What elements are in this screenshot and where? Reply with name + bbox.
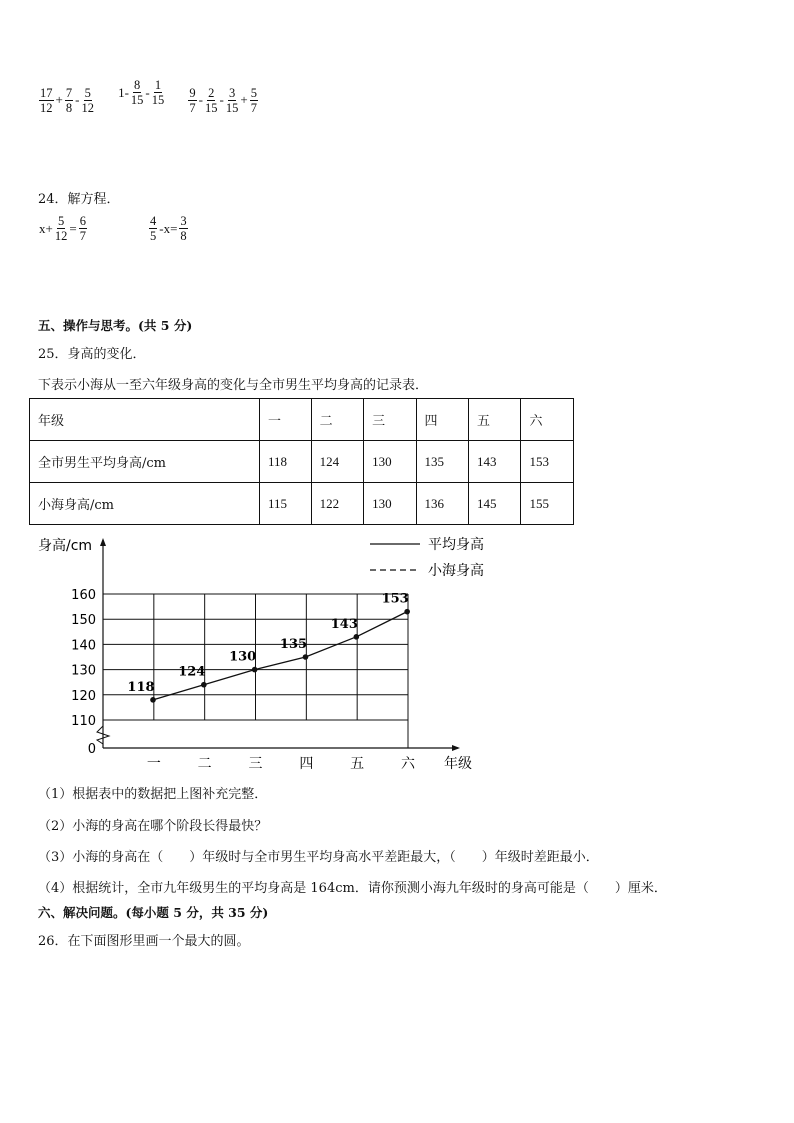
table-cell: 135 — [416, 441, 468, 483]
table-header-cell: 年级 — [30, 399, 260, 441]
table-header-cell: 五 — [469, 399, 521, 441]
table-header-cell: 三 — [364, 399, 416, 441]
table-row — [30, 483, 574, 525]
fraction: $\frac{5}{7}$ — [250, 85, 257, 115]
table-cell: 小海身高/cm — [30, 483, 260, 525]
data-point — [404, 609, 410, 615]
table-cell: 143 — [469, 441, 521, 483]
table-cell: 136 — [416, 483, 468, 525]
section-6-heading: 六、解决问题。(每小题 5 分，共 35 分) — [38, 905, 269, 920]
y-tick-label: 110 — [71, 714, 96, 729]
table-cell: 124 — [311, 441, 363, 483]
y-tick-label: 120 — [71, 688, 96, 704]
x-tick-label: 六 — [401, 756, 415, 772]
table-header-cell: 二 — [311, 399, 363, 441]
q25-title: 25．身高的变化． — [38, 347, 146, 362]
eq1-frac-1: $\frac{5}{12}$ — [54, 214, 68, 243]
fraction: $\frac{1}{15}$ — [151, 78, 165, 107]
data-label: 143 — [330, 616, 358, 632]
x-tick-label: 四 — [299, 756, 314, 772]
eq2-mid: -x= — [159, 220, 178, 236]
x-tick-label: 二 — [197, 756, 212, 772]
data-label: 130 — [229, 649, 257, 665]
x-tick-label: 三 — [248, 756, 263, 772]
legend-label: 小海身高 — [428, 563, 484, 579]
table-row — [30, 441, 574, 483]
data-point — [303, 654, 309, 660]
operator: + — [240, 92, 248, 107]
data-label: 124 — [178, 664, 206, 680]
q25-sub-2: （2）小海的身高在哪个阶段长得最快？ — [38, 819, 268, 834]
fraction: $\frac{7}{8}$ — [65, 85, 73, 115]
q24-equation-1 — [38, 214, 88, 243]
data-point — [201, 682, 207, 688]
table-cell: 130 — [364, 483, 416, 525]
x-axis-label: 年级 — [444, 756, 472, 772]
data-label: 135 — [279, 637, 308, 652]
table-cell: 115 — [260, 483, 312, 525]
x-tick-label: 一 — [146, 756, 161, 772]
q25-sub-1: （1）根据表中的数据把上图补充完整． — [38, 787, 268, 802]
fraction: $\frac{5}{12}$ — [81, 85, 94, 115]
y-tick-label: 0 — [87, 742, 96, 757]
table-header-cell: 四 — [416, 399, 468, 441]
eq2-frac-2: $\frac{3}{8}$ — [180, 214, 187, 243]
expression-1 — [38, 86, 95, 115]
operator: - — [198, 92, 203, 107]
y-tick-label: 130 — [71, 663, 96, 679]
data-label: 153 — [381, 591, 409, 607]
eq1-equals: = — [69, 220, 77, 236]
fraction: $\frac{9}{7}$ — [189, 85, 196, 115]
eq1-x: x+ — [39, 220, 53, 236]
expression-2 — [117, 78, 165, 107]
q24-equation-2 — [148, 214, 189, 243]
eq2-frac-1: $\frac{4}{5}$ — [150, 214, 157, 243]
operator: + — [55, 92, 63, 107]
fraction: $\frac{17}{12}$ — [40, 85, 53, 115]
table-cell: 130 — [364, 441, 416, 483]
record-table — [29, 398, 574, 525]
eq1-frac-2: $\frac{6}{7}$ — [79, 214, 86, 243]
y-tick-label: 140 — [71, 638, 96, 654]
x-tick-label: 五 — [350, 756, 365, 772]
table-header-cell: 一 — [260, 399, 312, 441]
section-5-heading: 五、操作与思考。(共 5 分) — [38, 318, 193, 333]
legend-label: 平均身高 — [428, 537, 484, 553]
q24-title: 24．解方程． — [38, 192, 120, 207]
table-cell: 145 — [469, 483, 521, 525]
fraction: $\frac{3}{15}$ — [225, 85, 239, 115]
y-axis-label: 身高/cm — [38, 538, 93, 554]
y-tick-label: 160 — [71, 588, 96, 603]
q25-sub-4: （4）根据统计，全市九年级男生的平均身高是 164cm．请你预测小海九年级时的身高可能是（ ）厘米． — [38, 881, 667, 896]
table-cell: 153 — [521, 441, 574, 483]
fraction: $\frac{2}{15}$ — [205, 85, 218, 115]
operator: - — [219, 92, 224, 107]
q26-text: 26．在下面图形里画一个最大的圆。 — [38, 934, 250, 949]
table-header-row — [30, 399, 574, 441]
height-line-chart — [0, 528, 560, 778]
operator: 1- — [118, 84, 129, 100]
expression-row — [38, 78, 259, 115]
data-point — [252, 667, 258, 673]
q25-intro: 下表示小海从一至六年级身高的变化与全市男生平均身高的记录表． — [38, 378, 429, 393]
data-label: 118 — [127, 679, 155, 695]
expression-3 — [187, 86, 259, 115]
y-tick-label: 150 — [71, 613, 96, 629]
fraction: $\frac{8}{15}$ — [130, 78, 144, 107]
y-axis-arrow — [100, 538, 106, 546]
series-line-average — [153, 612, 407, 700]
table-cell: 118 — [260, 441, 312, 483]
table-header-cell: 六 — [521, 399, 574, 441]
data-point — [354, 634, 360, 640]
x-axis-arrow — [452, 745, 460, 751]
operator: - — [75, 92, 80, 107]
table-cell: 155 — [521, 483, 574, 525]
q25-sub-3: （3）小海的身高在（ ）年级时与全市男生平均身高水平差距最大，（ ）年级时差距最小． — [38, 850, 599, 865]
table-cell: 全市男生平均身高/cm — [30, 441, 260, 483]
table-cell: 122 — [311, 483, 363, 525]
operator: - — [145, 84, 150, 100]
data-point — [150, 697, 156, 703]
